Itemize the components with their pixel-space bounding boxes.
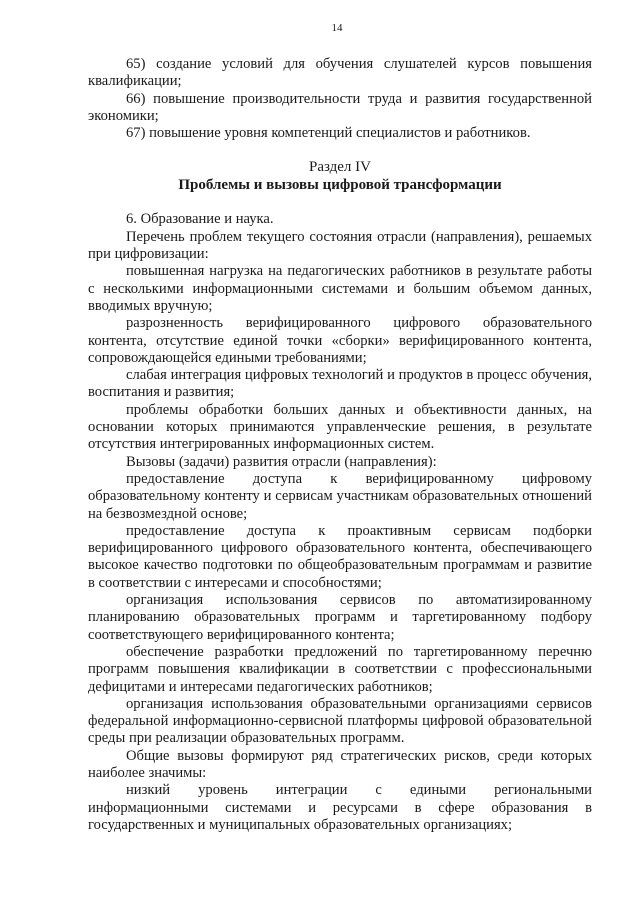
list-item: 65) создание условий для обучения слушателей курсов повышения квалификации; (88, 56, 592, 90)
paragraph: обеспечение разработки предложений по таргетированному перечню программ повышения квалификации в соответствии с профессиональными дефицитами и интересами педагогических работников; (88, 643, 592, 695)
subsection-heading: 6. Образование и наука. (126, 211, 274, 228)
page-number: 14 (331, 22, 343, 34)
paragraph: низкий уровень интеграции с едиными региональными информационными системами и ресурсами в сфере образования в государственных и муниципальных образовательных организациях; (88, 782, 592, 833)
list-item: 66) повышение производительности труда и развития государственной экономики; (88, 90, 592, 124)
paragraph: Перечень проблем текущего состояния отрасли (направления), решаемых при цифровизации: (88, 228, 592, 263)
list-item: 67) повышение уровня компетенций специалистов и работников. (126, 125, 531, 142)
paragraph: организация использования образовательными организациями сервисов федеральной информационно-сервисной платформы цифровой образовательной среды при реализации образовательных программ. (88, 695, 592, 747)
paragraph: разрозненность верифицированного цифрового образовательного контента, отсутствие единой точки «сборки» верифицированного контента, сопровождающейся едиными требованиями; (88, 315, 592, 366)
paragraph: Общие вызовы формируют ряд стратегических рисков, среди которых наиболее значимы: (88, 747, 592, 781)
section-number: Раздел IV (308, 159, 371, 176)
paragraph: организация использования сервисов по автоматизированному планированию образовательных программ и таргетированному подбору соответствующего верифицированного контента; (88, 592, 592, 643)
paragraph: слабая интеграция цифровых технологий и продуктов в процесс обучения, воспитания и развития; (88, 367, 592, 401)
paragraph: повышенная нагрузка на педагогических работников в результате работы с несколькими информационными системами и большим объемом данных, вводимых вручную; (88, 263, 592, 314)
paragraph: предоставление доступа к проактивным сервисам подборки верифицированного цифрового образовательного контента, обеспечивающего высокое качество подготовки по общеобразовательным программам и развитие в соответствии с интересами и способностями; (88, 522, 592, 591)
document-page (88, 22, 592, 834)
section-title: Проблемы и вызовы цифровой трансформации (178, 177, 502, 194)
paragraph: предоставление доступа к верифицированному цифровому образовательному контенту и сервисам участникам образовательных отношений на безвозмездной основе; (88, 470, 592, 522)
paragraph: Вызовы (задачи) развития отрасли (направления): (126, 453, 437, 470)
paragraph: проблемы обработки больших данных и объективности данных, на основании которых принимаются управленческие решения, в результате отсутствия интегрированных информационных систем. (88, 401, 592, 453)
